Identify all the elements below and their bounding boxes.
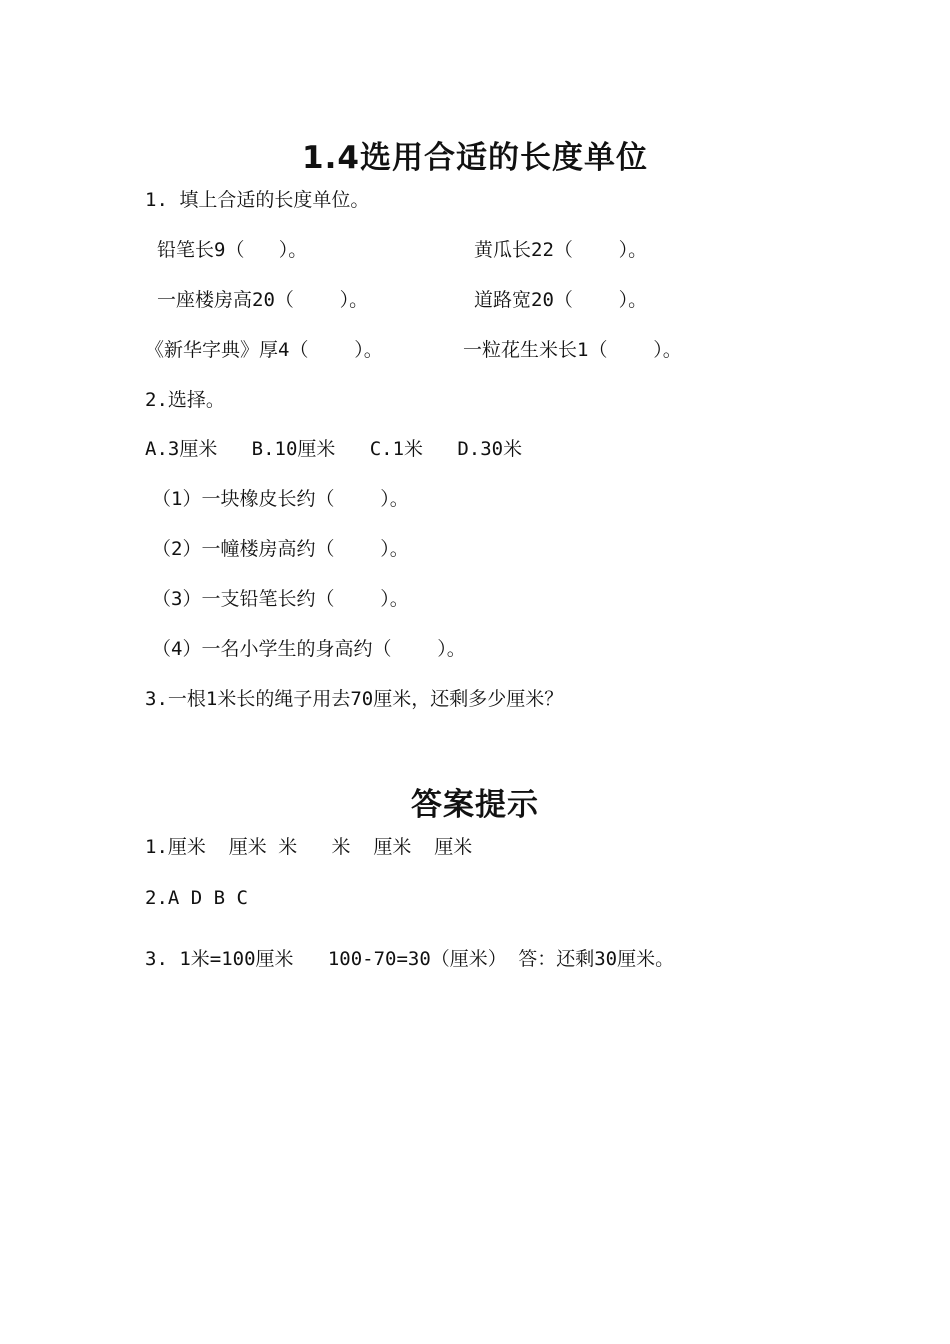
answer-1: 1.厘米 厘米 米 米 厘米 厘米 (145, 836, 473, 858)
answers-title: 答案提示 (411, 787, 539, 823)
q1-item-road: 道路宽20（ ）。 (474, 289, 648, 311)
q1-item-building: 一座楼房高20（ ）。 (157, 289, 369, 311)
question-2-heading: 2.选择。 (145, 389, 225, 411)
worksheet-title: 1.4选用合适的长度单位 (302, 140, 648, 176)
question-2-options: A.3厘米 B.10厘米 C.1米 D.30米 (145, 438, 523, 460)
q1-item-cucumber: 黄瓜长22（ ）。 (474, 239, 648, 261)
answer-2: 2.A D B C (145, 887, 248, 909)
q2-item-1: （1）一块橡皮长约（ ）。 (152, 488, 409, 510)
answer-3: 3. 1米=100厘米 100-70=30（厘米） 答：还剩30厘米。 (145, 948, 675, 970)
q2-item-3: （3）一支铅笔长约（ ）。 (152, 588, 409, 610)
q1-item-dictionary: 《新华字典》厚4（ ）。 (145, 339, 383, 361)
question-1-heading: 1. 填上合适的长度单位。 (145, 189, 370, 211)
question-3: 3.一根1米长的绳子用去70厘米，还剩多少厘米？ (145, 688, 564, 710)
q1-item-pencil: 铅笔长9（ ）。 (157, 239, 308, 261)
q2-item-4: （4）一名小学生的身高约（ ）。 (152, 638, 466, 660)
q1-item-peanut: 一粒花生米长1（ ）。 (463, 339, 682, 361)
q2-item-2: （2）一幢楼房高约（ ）。 (152, 538, 409, 560)
